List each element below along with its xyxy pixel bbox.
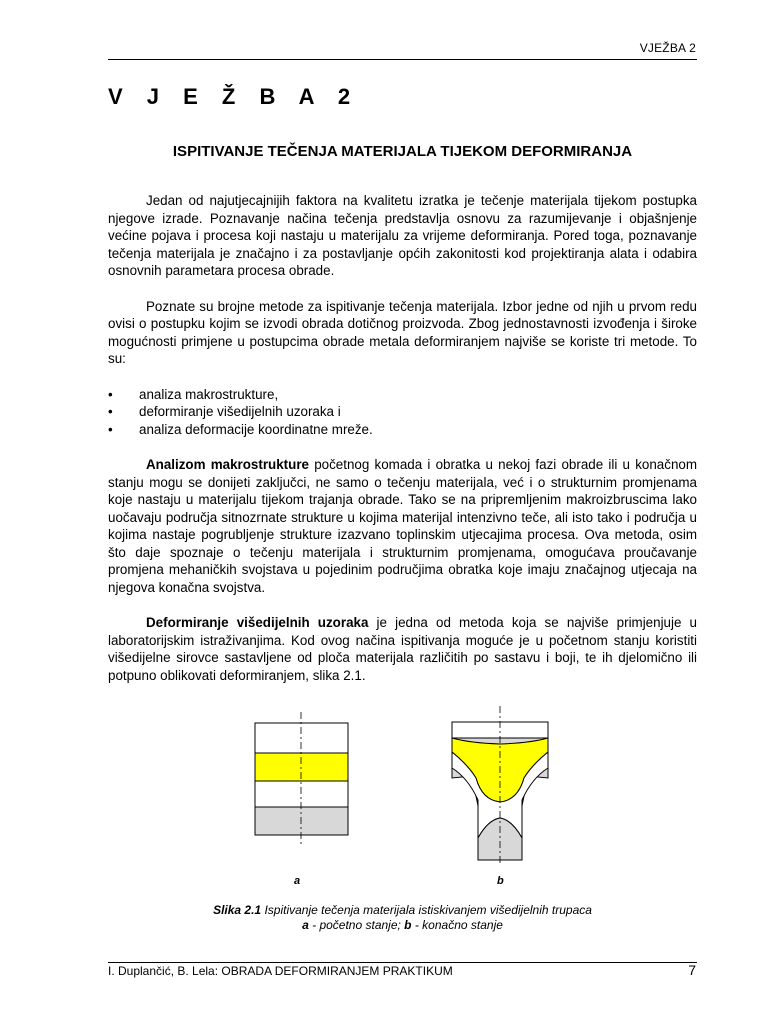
footer-authors: I. Duplančić, B. Lela: OBRADA DEFORMIRANJEM PRAKTIKUM <box>108 964 453 978</box>
paragraph-text: početnog komada i obratka u nekoj fazi obrade ili u konačnom stanju mogu se donijeti zaključci, ne samo o tečenju materijala, već i o strukturnim promjenama koje nastaju u materijalu tijekom trajanja obrade. Tako se na pripremljenim makroizbruscima lako uočavaju područja sitnozrnate strukture u kojima materijal intenzivno teče, ali isto tako i područja u kojima nastaje pogrubljenje strukture izazvano toplinskim utjecajima procesa. Ova metoda, osim što daje spoznaje o tečenju materijala i strukturnim promjenama, omogućava proučavanje promjena mehaničkih svojstava u pojedinim područjima obratka koje imaju značajnog utjecaja na njegova konačna svojstva. <box>108 456 697 596</box>
caption-text: Ispitivanje tečenja materijala istiskivanjem višedijelnih trupaca <box>261 903 592 917</box>
footer-rule <box>108 962 697 963</box>
method-label: analiza deformacije koordinatne mreže. <box>139 421 373 437</box>
paragraph-intro: Jedan od najutjecajnijih faktora na kvalitetu izratka je tečenje materijala tijekom postupka njegove izrade. Poznavanje načina tečenja predstavlja osnovu za razumijevanje i objašnjenje većine pojava i procesa koji nastaju u materijalu za vrijeme deformiranja. Pored toga, poznavanje tečenja materijala je značajno i za postavljanje općih zakonitosti kod projektiranja alata i odabira osnovnih parametara procesa obrade. <box>108 193 697 279</box>
layer-white-bottom <box>255 781 348 807</box>
layer-white-top <box>255 723 348 753</box>
layer-gray <box>255 807 348 835</box>
caption-a-label: a <box>302 918 309 932</box>
paragraph-methods: Poznate su brojne metode za ispitivanje tečenja materijala. Izbor jedne od njih u prvom redu ovisi o postupku kojim se izvodi obrada dotičnog proizvoda. Zbog jednostavnosti izvođenja i široke mogućnosti primjene u postupcima obrade metala deformiranjem najviše se koriste tri metode. To su: <box>108 298 697 367</box>
caption-a-text: - početno stanje; <box>308 918 405 932</box>
term-macrostructure: Analizom makrostrukture <box>146 456 309 472</box>
method-label: analiza makrostrukture, <box>139 386 279 402</box>
bullet-icon: • <box>108 421 113 437</box>
bullet-icon: • <box>108 386 113 402</box>
billet-deformed <box>452 706 548 866</box>
chapter-title: V J E Ž B A 2 <box>108 84 360 109</box>
method-label: deformiranje višedijelnih uzoraka i <box>139 404 341 420</box>
section-title: ISPITIVANJE TEČENJA MATERIJALA TIJEKOM DEFORMIRANJA <box>172 143 633 160</box>
figure-caption <box>108 903 697 933</box>
paragraph-text: je jedna od metoda koja se najviše primjenjuje u laboratorijskim istraživanjima. Kod ovog načina ispitivanja moguće je u početnom stanju koristiti višedijelne sirovce sastavljene od ploča materijala različitih po sastavu i boji, te ih djelomično ili potpuno oblikovati deformiranjem, slika 2.1. <box>108 615 697 684</box>
caption-b-label: b <box>404 918 412 932</box>
running-header: VJEŽBA 2 <box>639 41 696 55</box>
caption-line-1 <box>108 903 697 918</box>
caption-line-2 <box>108 918 697 933</box>
figure-label-b: b <box>497 875 504 887</box>
figure-label-a: a <box>294 875 301 887</box>
page-number: 7 <box>688 962 696 978</box>
term-multipart: Deformiranje višedijelnih uzoraka <box>146 615 369 631</box>
billet-initial <box>255 712 348 845</box>
bullet-icon: • <box>108 404 113 420</box>
caption-number: Slika 2.1 <box>213 903 262 917</box>
caption-b-text: - konačno stanje <box>411 918 503 932</box>
layer-yellow <box>255 753 348 781</box>
